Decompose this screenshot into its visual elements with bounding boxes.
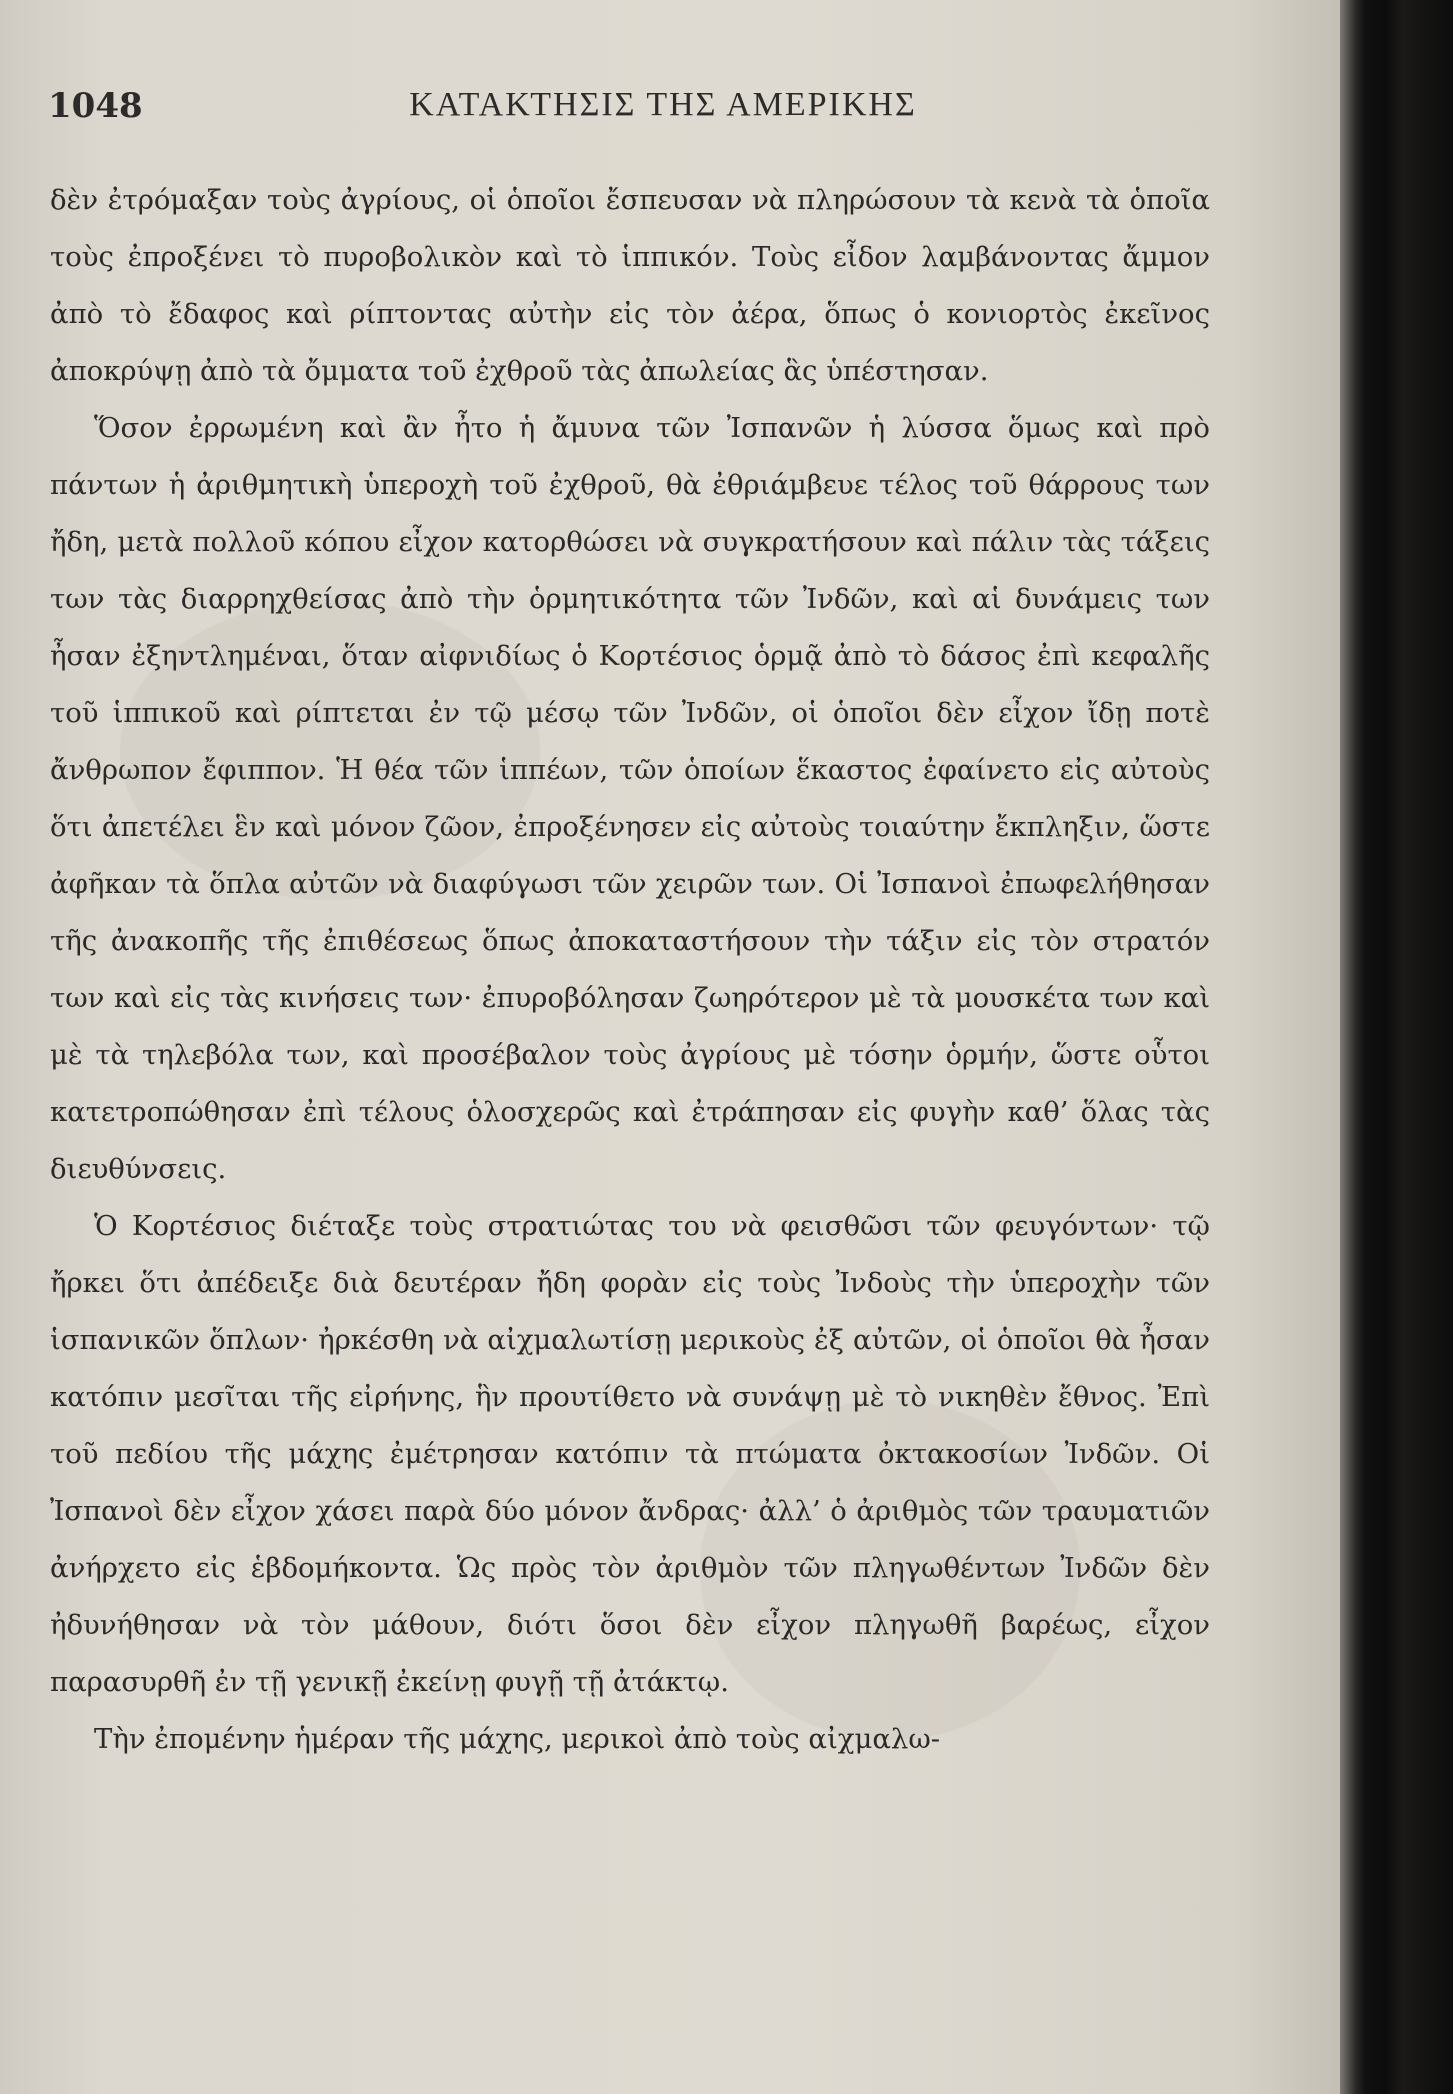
paragraph: δὲν ἐτρόμαξαν τοὺς ἀγρίους, οἱ ὁποῖοι ἔσπευσαν νὰ πληρώσουν τὰ κενὰ τὰ ὁποῖα τοὺς ἐπροξένει τὸ πυροβολικὸν καὶ τὸ ἱππικόν. Τοὺς εἶδον λαμβάνοντας ἄμμον ἀπὸ τὸ ἔδαφος καὶ ρίπτοντας αὐτὴν εἰς τὸν ἀέρα, ὅπως ὁ κονιορτὸς ἐκεῖνος ἀποκρύψῃ ἀπὸ τὰ ὄμματα τοῦ ἐχθροῦ τὰς ἀπωλείας ἃς ὑπέστησαν.	[50, 184, 1210, 387]
book-spine-shadow	[1340, 0, 1453, 2094]
page-header	[48, 78, 1278, 138]
paragraph: Ὅσον ἐρρωμένη καὶ ἂν ἦτο ἡ ἄμυνα τῶν Ἰσπανῶν ἡ λύσσα ὅμως καὶ πρὸ πάντων ἡ ἀριθμητικὴ ὑπεροχὴ τοῦ ἐχθροῦ, θὰ ἐθριάμβευε τέλος τοῦ θάρρους των ἤδη, μετὰ πολλοῦ κόπου εἶχον κατορθώσει νὰ συγκρατήσουν καὶ πάλιν τὰς τάξεις των τὰς διαρρηχθείσας ἀπὸ τὴν ὁρμητικότητα τῶν Ἰνδῶν, καὶ αἱ δυνάμεις των ἦσαν ἐξηντλημέναι, ὅταν αἰφνιδίως ὁ Κορτέσιος ὁρμᾷ ἀπὸ τὸ δάσος ἐπὶ κεφαλῆς τοῦ ἱππικοῦ καὶ ρίπτεται ἐν τῷ μέσῳ τῶν Ἰνδῶν, οἱ ὁποῖοι δὲν εἶχον ἴδῃ ποτὲ ἄνθρωπον ἔφιππον. Ἡ θέα τῶν ἱππέων, τῶν ὁποίων ἕκαστος ἐφαίνετο εἰς αὐτοὺς ὅτι ἀπετέλει ἓν καὶ μόνον ζῶον, ἐπροξένησεν εἰς αὐτοὺς τοιαύτην ἔκπληξιν, ὥστε ἀφῆκαν τὰ ὅπλα αὐτῶν νὰ διαφύγωσι τῶν χειρῶν των. Οἱ Ἰσπανοὶ ἐπωφελήθησαν τῆς ἀνακοπῆς τῆς ἐπιθέσεως ὅπως ἀποκαταστήσουν τὴν τάξιν εἰς τὸν στρατόν των καὶ εἰς τὰς κινήσεις των· ἐπυροβόλησαν ζωηρότερον μὲ τὰ μουσκέτα των καὶ μὲ τὰ τηλεβόλα των, καὶ προσέβαλον τοὺς ἀγρίους μὲ τόσην ὁρμήν, ὥστε οὗτοι κατετροπώθησαν ἐπὶ τέλους ὁλοσχερῶς καὶ ἐτράπησαν εἰς φυγὴν καθ’ ὅλας τὰς διευθύνσεις.	[50, 412, 1210, 1185]
paragraph: Ὁ Κορτέσιος διέταξε τοὺς στρατιώτας του νὰ φεισθῶσι τῶν φευγόντων· τῷ ἤρκει ὅτι ἀπέδειξε διὰ δευτέραν ἤδη φορὰν εἰς τοὺς Ἰνδοὺς τὴν ὑπεροχὴν τῶν ἱσπανικῶν ὅπλων· ἠρκέσθη νὰ αἰχμαλωτίσῃ μερικοὺς ἐξ αὐτῶν, οἱ ὁποῖοι θὰ ἦσαν κατόπιν μεσῖται τῆς εἰρήνης, ἣν προυτίθετο νὰ συνάψῃ μὲ τὸ νικηθὲν ἔθνος. Ἐπὶ τοῦ πεδίου τῆς μάχης ἐμέτρησαν κατόπιν τὰ πτώματα ὀκτακοσίων Ἰνδῶν. Οἱ Ἰσπανοὶ δὲν εἶχον χάσει παρὰ δύο μόνον ἄνδρας· ἀλλ’ ὁ ἀριθμὸς τῶν τραυματιῶν ἀνήρχετο εἰς ἑβδομήκοντα. Ὡς πρὸς τὸν ἀριθμὸν τῶν πληγωθέντων Ἰνδῶν δὲν ἠδυνήθησαν νὰ τὸν μάθουν, διότι ὅσοι δὲν εἶχον πληγωθῆ βαρέως, εἶχον παρασυρθῆ ἐν τῇ γενικῇ ἐκείνῃ φυγῇ τῇ ἀτάκτῳ.	[50, 1210, 1210, 1698]
paragraph: Τὴν ἐπομένην ἡμέραν τῆς μάχης, μερικοὶ ἀπὸ τοὺς αἰχμαλω-	[94, 1723, 941, 1755]
running-title: ΚΑΤΑΚΤΗΣΙΣ ΤΗΣ ΑΜΕΡΙΚΗΣ	[409, 86, 917, 123]
body-text	[50, 172, 1210, 1768]
page-number: 1048	[48, 86, 143, 126]
